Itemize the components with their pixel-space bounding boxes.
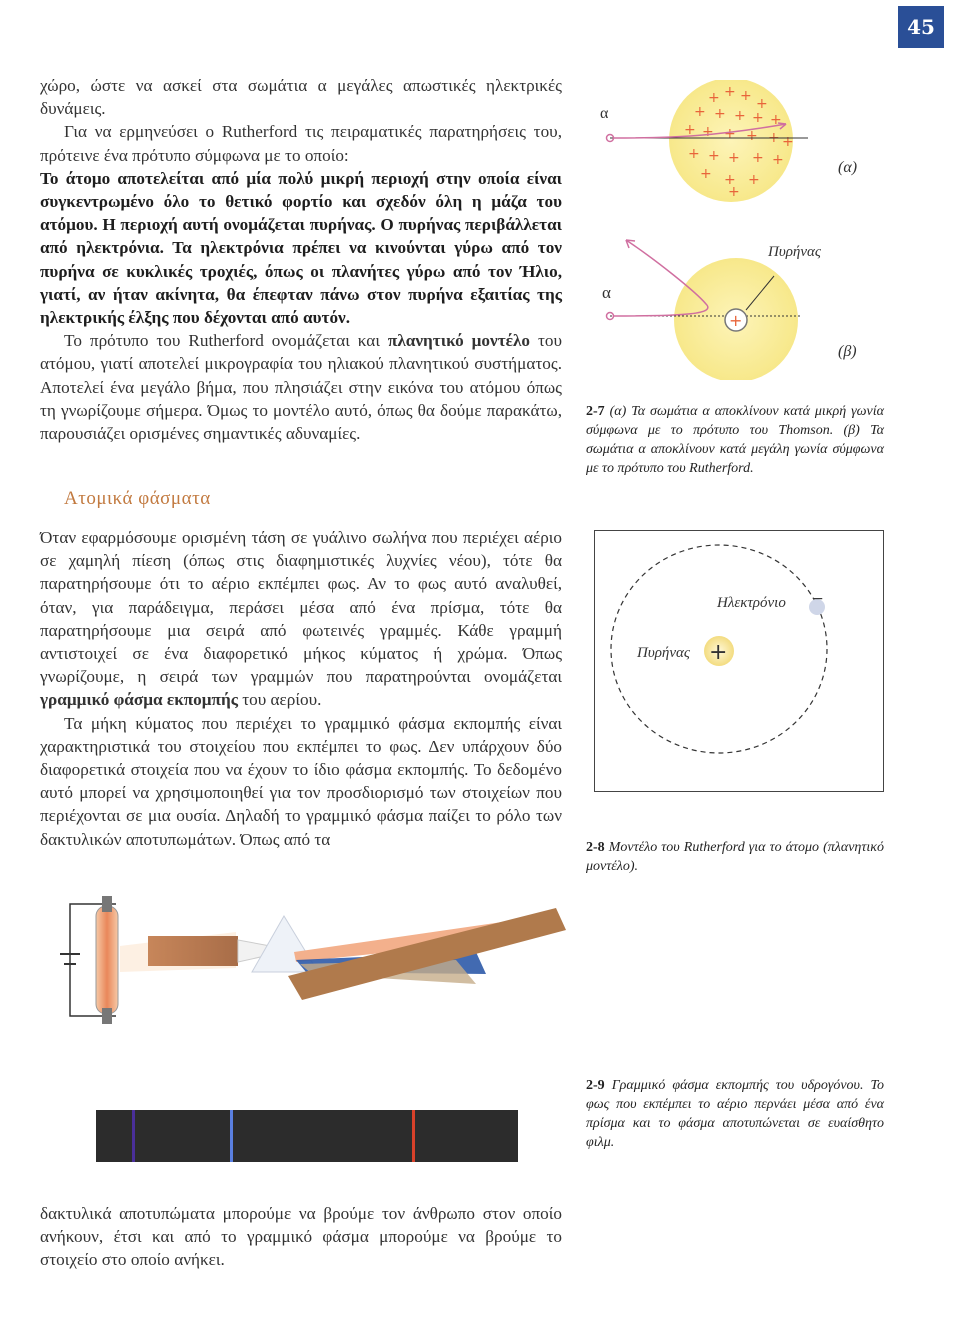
- svg-text:+: +: [708, 90, 720, 106]
- svg-text:+: +: [728, 184, 740, 200]
- minus-sign: −: [812, 591, 824, 607]
- figure-2-8: [595, 531, 883, 791]
- paragraph: Το πρότυπο του Rutherford ονομάζεται και πλανητικό μοντέλο του ατόμου, γιατί αποτελεί μικρογραφία του ηλιακού πλανητικού συστήματος. Αποτελεί ένα μεγάλο βήμα, που πλησιάζει στην εικόνα του ατόμου όπως τη γνωρίζουμε σήμερα. Όμως το μοντέλο αυτό, όπως θα δούμε παρακάτω, παρουσιάζει ορισμένες σημαντικές αδυναμίες.: [40, 331, 562, 444]
- svg-text:+: +: [782, 134, 794, 150]
- plus-sign: +: [729, 311, 743, 330]
- svg-text:+: +: [694, 104, 706, 120]
- svg-text:+: +: [700, 166, 712, 182]
- label-b: (β): [838, 343, 857, 360]
- svg-text:+: +: [756, 96, 768, 112]
- electrode-bottom: [102, 1008, 112, 1024]
- svg-text:+: +: [724, 84, 736, 100]
- svg-text:+: +: [770, 112, 782, 128]
- paragraph: χώρο, ώστε να ασκεί στα σωμάτια α μεγάλες απωστικές ηλεκτρικές δυνάμεις.: [40, 76, 562, 119]
- slit-plate: [148, 936, 238, 966]
- text-column-top: [40, 74, 562, 445]
- paragraph: Τα μήκη κύματος που περιέχει το γραμμικό φάσμα εκπομπής είναι χαρακτηριστικά του στοιχείου που εκπέμπει το φως. Δεν υπάρχουν δύο διαφορετικά στοιχεία που να έχουν το ίδιο φάσμα εκπομπής. Το δεδομένο αυτό μπορεί να χρησιμοποιηθεί για τον προσδιορισμό των στοιχείων που περιέχονται σε μια ουσία. Δηλαδή το γραμμικό φάσμα παίζει το ρόλο των δακτυλικών αποτυπωμάτων. Όπως από τα: [40, 713, 562, 849]
- page-number: 45: [898, 6, 944, 48]
- plus-sign: +: [709, 640, 728, 665]
- svg-text:+: +: [724, 172, 736, 188]
- label-a: (α): [838, 159, 858, 176]
- svg-text:+: +: [728, 150, 740, 166]
- paragraph: Για να ερμηνεύσει ο Rutherford τις πειραματικές παρατηρήσεις του, πρότεινε ένα πρότυπο σύμφωνα με το οποίο:: [40, 122, 562, 165]
- electrode-top: [102, 896, 112, 912]
- spectrum-line-violet: [132, 1110, 135, 1162]
- svg-text:+: +: [752, 150, 764, 166]
- nucleus-label: Πυρήνας: [768, 244, 821, 260]
- gas-tube: [96, 906, 118, 1014]
- figure-2-9-apparatus: [56, 892, 566, 1032]
- svg-text:+: +: [702, 124, 714, 140]
- svg-text:+: +: [734, 108, 746, 124]
- planetary-model-term: πλανητικό μοντέλο: [387, 331, 530, 351]
- paragraph: Όταν εφαρμόσουμε ορισμένη τάση σε γυάλινο σωλήνα που περιέχει αέριο σε χαμηλή πίεση (όπως στις διαφημιστικές λυχνίες νέου), τότε θα παρατηρήσουμε ότι το αέριο εκπέμπει φως. Αν το φως αυτό αναλυθεί, όταν, για παράδειγμα, περάσει μέσα από ένα πρίσμα, τότε θα παρατηρήσουμε μια σειρά από φωτεινές γραμμές. Κάθε γραμμή αντιστοιχεί σε ένα διαφορετικό μήκος κύματος ή χρώμα. Όπως γνωρίζουμε, η σειρά των γραμμών που παρατηρούνται ονομάζεται γραμμικό φάσμα εκπομπής του αερίου.: [40, 528, 562, 710]
- electron-label: Ηλεκτρόνιο: [717, 595, 786, 611]
- text-column-middle: [40, 526, 562, 851]
- svg-text:+: +: [746, 128, 758, 144]
- alpha-label-bottom: α: [602, 283, 611, 302]
- definition-paragraph: Το άτομο αποτελείται από μία πολύ μικρή περιοχή στην οποία είναι συγκεντρωμένο όλο το θετικό φορτίο και σχεδόν όλη η μάζα του ατόμου. Η περιοχή αυτή ονομάζεται πυρήνας. Ο πυρήνας περιβάλλεται από ηλεκτρόνια. Τα ηλεκτρόνια πρέπει να κινούνται γύρω από τον πυρήνα σε κυκλικές τροχιές, όπως οι πλανήτες γύρω από τον Ήλιο, γιατί, αν ήταν ακίνητα, θα έπεφταν πάνω στον πυρήνα εξαιτίας της ηλεκτρικής έλξης που δέχονται από αυτόν.: [40, 168, 562, 328]
- svg-text:+: +: [768, 130, 780, 146]
- svg-text:+: +: [748, 172, 760, 188]
- nucleus-label: Πυρήνας: [637, 645, 690, 661]
- svg-text:+: +: [684, 122, 696, 138]
- caption-2-8: 2-8 Μοντέλο του Rutherford για το άτομο (πλανητικό μοντέλο).: [586, 840, 884, 874]
- spectrum-line-blue: [230, 1110, 233, 1162]
- svg-text:+: +: [740, 88, 752, 104]
- spectrum-line-red: [412, 1110, 415, 1162]
- text-column-bottom: [40, 1202, 562, 1272]
- figure-2-8-frame: [594, 530, 884, 792]
- figure-2-7: [596, 80, 886, 380]
- svg-text:+: +: [724, 126, 736, 142]
- svg-text:+: +: [714, 106, 726, 122]
- svg-text:+: +: [752, 110, 764, 126]
- svg-text:+: +: [772, 152, 784, 168]
- caption-2-9: 2-9 Γραμμικό φάσμα εκπομπής του υδρογόνου. Το φως που εκπέμπει το αέριο περνάει μέσα από ένα πρίσμα και το φάσμα αποτυπώνεται σε ευαίσθητο φιλμ.: [586, 1078, 885, 1150]
- alpha-label-top: α: [600, 105, 609, 122]
- paragraph: δακτυλικά αποτυπώματα μπορούμε να βρούμε τον άνθρωπο στον οποίο ανήκουν, έτσι και από το γραμμικό φάσμα μπορούμε να βρούμε το στοιχείο στο οποίο ανήκει.: [40, 1204, 562, 1270]
- svg-text:+: +: [688, 146, 700, 162]
- section-heading: Ατομικά φάσματα: [64, 488, 211, 509]
- svg-text:+: +: [708, 148, 720, 164]
- emission-spectrum-term: γραμμικό φάσμα εκπομπής: [40, 690, 238, 710]
- hydrogen-spectrum: [96, 1110, 518, 1162]
- caption-2-7: 2-7 (α) Τα σωμάτια α αποκλίνουν κατά μικρή γωνία σύμφωνα με το πρότυπο του Thomson. (β) Τα σωμάτια α αποκλίνουν κατά μεγάλη γωνία σύμφωνα με το πρότυπο του Rutherford.: [586, 404, 884, 476]
